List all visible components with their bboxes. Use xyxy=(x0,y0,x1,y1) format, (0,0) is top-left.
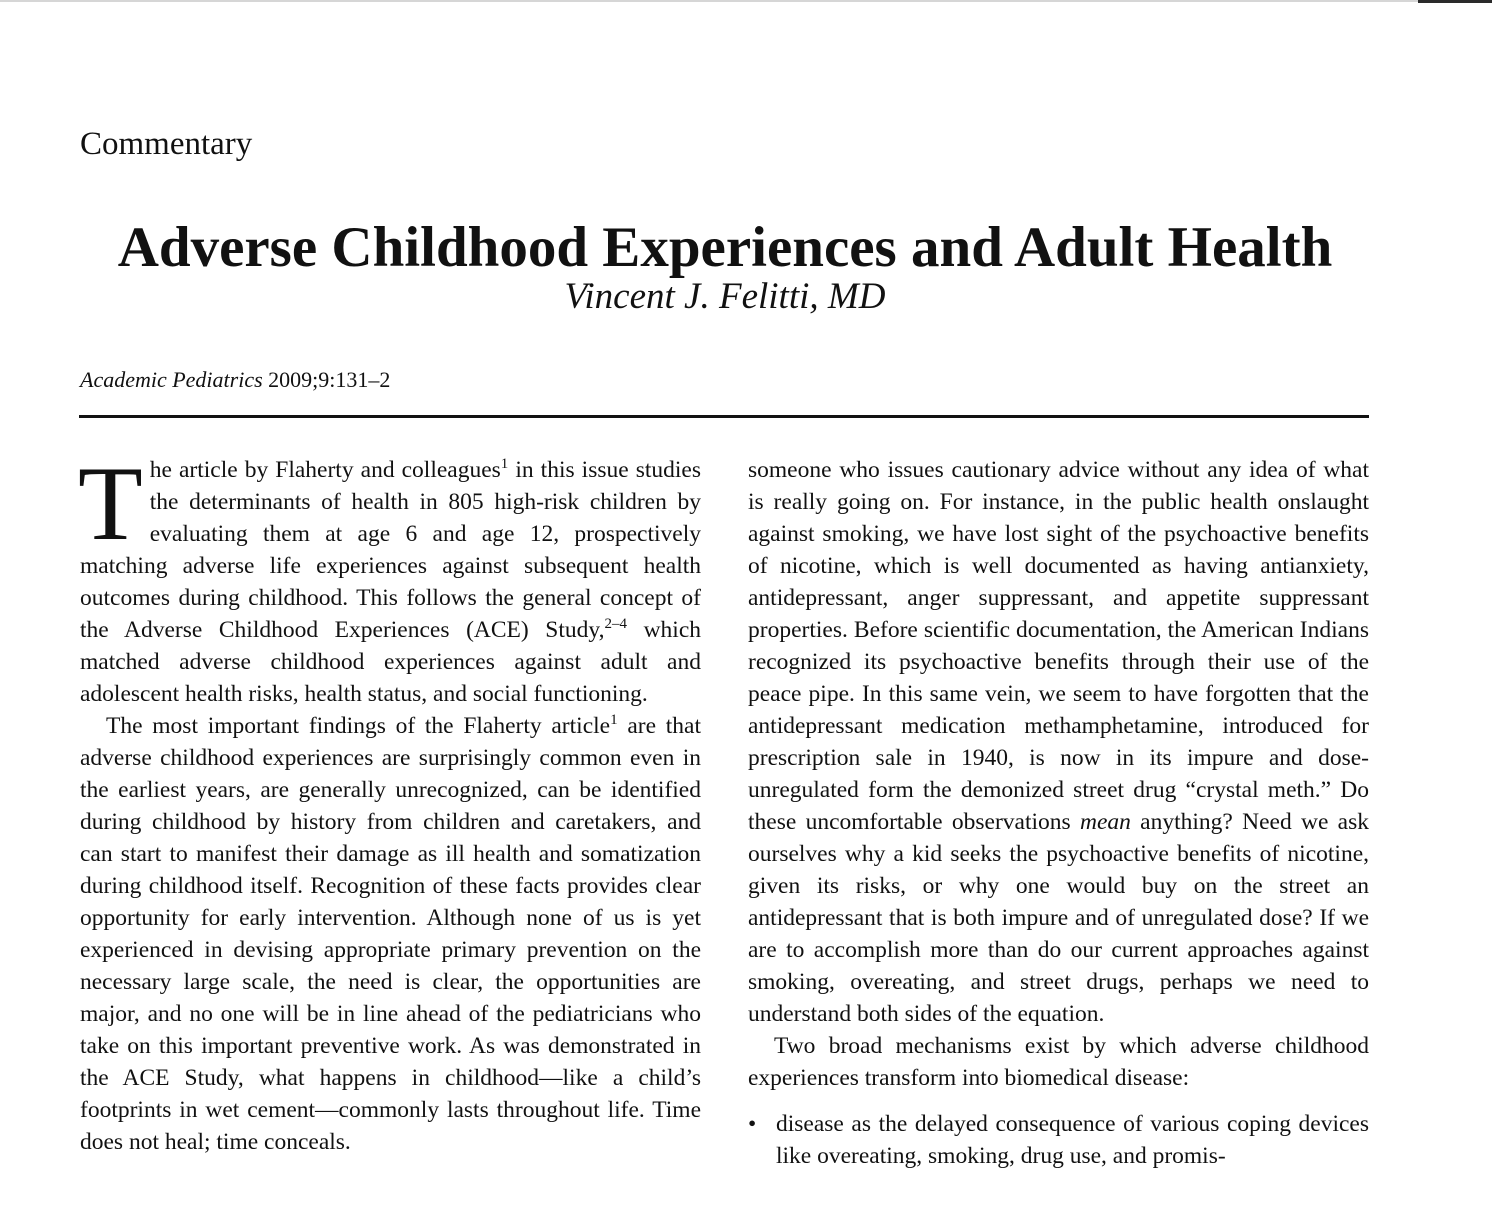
bullet-list-item xyxy=(748,1108,1369,1172)
paragraph-2 xyxy=(80,710,701,1158)
emphasis-mean: mean xyxy=(1079,809,1131,835)
journal-name: Academic Pediatrics xyxy=(80,367,263,392)
bullet-icon: • xyxy=(748,1111,757,1137)
paragraph-3-text-b: anything? Need we ask ourselves why a kid seeks the psychoactive benefits of nicotine, given its risks, or why one would buy on the street an antidepressant that is both impure and of unregulated dose? If we are to accomplish more than do our current approaches against smoking, overeating, and street drugs, perhaps we need to understand both sides of the equation. xyxy=(748,809,1369,1027)
scan-edge-top xyxy=(0,0,1492,2)
paragraph-1-text-a: he article by Flaherty and colleagues xyxy=(149,457,501,483)
citation xyxy=(80,365,390,395)
paragraph-3 xyxy=(748,454,1369,1030)
citation-volume-pages: 2009;9:131–2 xyxy=(262,367,391,392)
drop-cap: T xyxy=(78,445,143,562)
scan-edge-mark xyxy=(1418,0,1492,3)
left-column xyxy=(78,445,702,1158)
paragraph-1-text-c: which matched adverse childhood experiences against adult and adolescent health risks, health status, and social functioning. xyxy=(80,617,702,707)
article-title: Adverse Childhood Experiences and Adult Health xyxy=(117,216,1333,280)
author-byline: Vincent J. Felitti, MD xyxy=(564,276,886,317)
paragraph-2-text-a: The most important findings of the Flaherty article xyxy=(106,713,611,739)
reference-1: 1 xyxy=(500,456,509,473)
header-rule xyxy=(79,415,1369,418)
paragraph-3-text-a: someone who issues cautionary advice without any idea of what is really going on. For instance, in the public health onslaught against smoking, we have lost sight of the psychoactive benefits of nicotine, which is well documented as having antianxiety, antidepressant, anger suppressant, and appetite suppressant properties. Before scientific documentation, the American Indians recognized its psychoactive benefits through their use of the peace pipe. In this same vein, we seem to have forgotten that the antidepressant medication methamphetamine, introduced for prescription sale in 1940, is now in its impure and dose-unregulated form the demonized street drug “crystal meth.” Do these uncomfortable observations xyxy=(748,457,1369,835)
paragraph-2-text-b: are that adverse childhood experiences are surprisingly common even in the earliest years, are generally unrecognized, can be identified during childhood by history from children and caretakers, and can start to manifest their damage as ill health and somatization during childhood itself. Recognition of these facts provides clear opportunity for early intervention. Although none of us is yet experienced in devising appropriate primary prevention on the necessary large scale, the need is clear, the opportunities are major, and no one will be in line ahead of the pediatricians who take on this important preventive work. As was demonstrated in the ACE Study, what happens in childhood—like a child’s footprints in wet cement—commonly lasts throughout life. Time does not heal; time conceals. xyxy=(80,713,701,1155)
section-label: Commentary xyxy=(80,126,253,162)
paragraph-1-text-b: in this issue studies the determinants of health in 805 high-risk children by evaluating them at age 6 and age 12, prospectively matching adverse life experiences against subsequent health outcomes during childhood. This follows the general concept of the Adverse Childhood Experiences (ACE) Study, xyxy=(80,457,701,643)
paragraph-4: Two broad mechanisms exist by which adverse childhood experiences transform into biomedical disease: xyxy=(748,1033,1369,1091)
reference-1-again: 1 xyxy=(610,712,618,729)
paragraph-1 xyxy=(78,445,702,710)
reference-2-4: 2–4 xyxy=(604,616,627,633)
right-column xyxy=(748,454,1369,1172)
bullet-text: disease as the delayed consequence of various coping devices like overeating, smoking, drug use, and promis- xyxy=(776,1111,1369,1169)
